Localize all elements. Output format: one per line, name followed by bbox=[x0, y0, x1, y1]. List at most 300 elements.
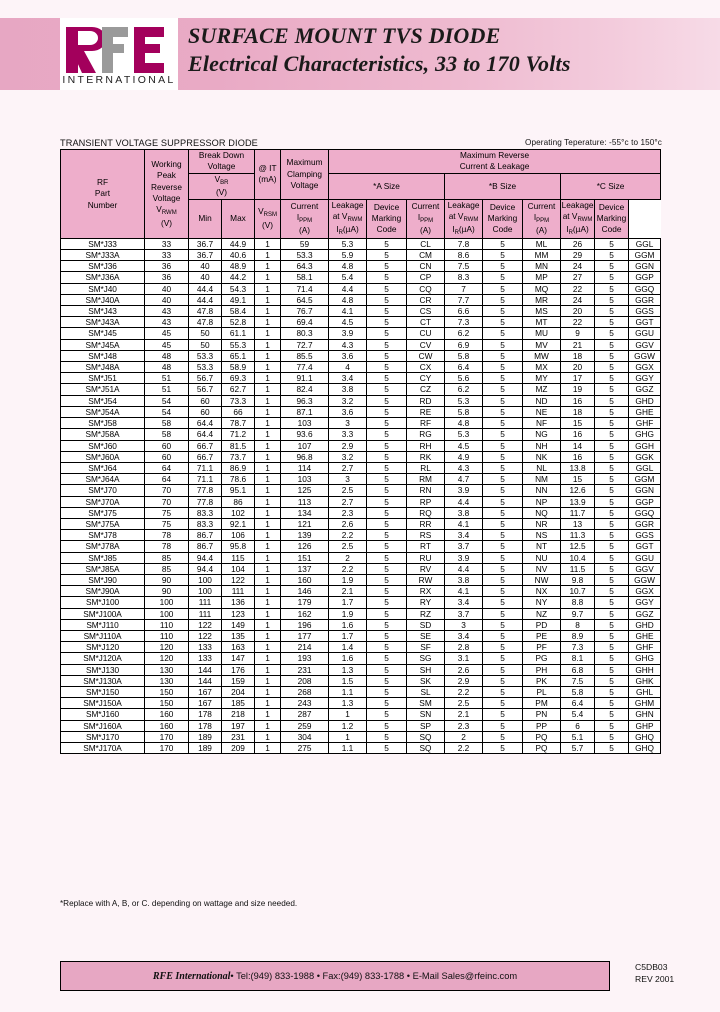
cell-clamping-voltage: 177 bbox=[281, 630, 329, 641]
cell-b-leakage: 5 bbox=[483, 373, 523, 384]
cell-part-number: SM*J90 bbox=[61, 574, 145, 585]
cell-c-current: 17 bbox=[561, 373, 595, 384]
cell-breakdown-min: 122 bbox=[189, 619, 222, 630]
cell-c-marking-code: GHN bbox=[629, 709, 661, 720]
cell-a-marking-code: SH bbox=[407, 664, 445, 675]
cell-clamping-voltage: 64.5 bbox=[281, 294, 329, 305]
cell-working-peak-voltage: 78 bbox=[145, 541, 189, 552]
cell-c-marking-code: GGM bbox=[629, 474, 661, 485]
cell-a-marking-code: SM bbox=[407, 698, 445, 709]
cell-b-marking-code: PF bbox=[523, 642, 561, 653]
cell-a-current: 1.5 bbox=[329, 675, 367, 686]
cell-working-peak-voltage: 170 bbox=[145, 731, 189, 742]
cell-a-leakage: 5 bbox=[367, 597, 407, 608]
cell-b-leakage: 5 bbox=[483, 720, 523, 731]
cell-clamping-voltage: 160 bbox=[281, 574, 329, 585]
cell-clamping-voltage: 231 bbox=[281, 664, 329, 675]
cell-c-leakage: 5 bbox=[595, 283, 629, 294]
cell-a-marking-code: CX bbox=[407, 362, 445, 373]
cell-c-leakage: 5 bbox=[595, 339, 629, 350]
cell-b-leakage: 5 bbox=[483, 350, 523, 361]
cell-clamping-voltage: 96.8 bbox=[281, 451, 329, 462]
cell-b-leakage: 5 bbox=[483, 474, 523, 485]
cell-a-current: 2.1 bbox=[329, 586, 367, 597]
cell-c-current: 12.5 bbox=[561, 541, 595, 552]
cell-c-leakage: 5 bbox=[595, 395, 629, 406]
cell-c-leakage: 5 bbox=[595, 362, 629, 373]
cell-a-current: 4 bbox=[329, 362, 367, 373]
cell-breakdown-min: 144 bbox=[189, 675, 222, 686]
cell-breakdown-min: 167 bbox=[189, 686, 222, 697]
table-row bbox=[61, 507, 661, 518]
cell-a-current: 2.9 bbox=[329, 440, 367, 451]
table-row bbox=[61, 552, 661, 563]
cell-c-marking-code: GHD bbox=[629, 395, 661, 406]
cell-breakdown-min: 44.4 bbox=[189, 294, 222, 305]
cell-part-number: SM*J51A bbox=[61, 384, 145, 395]
cell-a-marking-code: SN bbox=[407, 709, 445, 720]
cell-a-current: 2.5 bbox=[329, 541, 367, 552]
cell-b-leakage: 5 bbox=[483, 642, 523, 653]
cell-b-current: 5.8 bbox=[445, 350, 483, 361]
cell-b-marking-code: PD bbox=[523, 619, 561, 630]
cell-clamping-voltage: 208 bbox=[281, 675, 329, 686]
table-row bbox=[61, 619, 661, 630]
header-title bbox=[188, 22, 708, 78]
cell-c-leakage: 5 bbox=[595, 406, 629, 417]
cell-a-leakage: 5 bbox=[367, 395, 407, 406]
cell-breakdown-min: 133 bbox=[189, 653, 222, 664]
cell-a-leakage: 5 bbox=[367, 530, 407, 541]
cell-breakdown-max: 54.3 bbox=[222, 283, 255, 294]
cell-b-marking-code: PE bbox=[523, 630, 561, 641]
cell-part-number: SM*J48 bbox=[61, 350, 145, 361]
cell-c-marking-code: GGQ bbox=[629, 507, 661, 518]
cell-c-current: 8.1 bbox=[561, 653, 595, 664]
cell-test-current: 1 bbox=[255, 664, 281, 675]
cell-breakdown-max: 81.5 bbox=[222, 440, 255, 451]
cell-b-current: 2.9 bbox=[445, 675, 483, 686]
cell-working-peak-voltage: 48 bbox=[145, 350, 189, 361]
cell-clamping-voltage: 69.4 bbox=[281, 317, 329, 328]
cell-b-marking-code: NS bbox=[523, 530, 561, 541]
cell-b-current: 2 bbox=[445, 731, 483, 742]
cell-a-leakage: 5 bbox=[367, 686, 407, 697]
cell-part-number: SM*J60 bbox=[61, 440, 145, 451]
cell-a-marking-code: RP bbox=[407, 496, 445, 507]
cell-c-marking-code: GHE bbox=[629, 630, 661, 641]
cell-b-leakage: 5 bbox=[483, 328, 523, 339]
cell-breakdown-min: 53.3 bbox=[189, 350, 222, 361]
cell-c-marking-code: GGU bbox=[629, 552, 661, 563]
cell-test-current: 1 bbox=[255, 642, 281, 653]
cell-breakdown-max: 62.7 bbox=[222, 384, 255, 395]
cell-working-peak-voltage: 48 bbox=[145, 362, 189, 373]
cell-breakdown-max: 136 bbox=[222, 597, 255, 608]
cell-working-peak-voltage: 78 bbox=[145, 530, 189, 541]
cell-a-current: 1.4 bbox=[329, 642, 367, 653]
cell-part-number: SM*J130A bbox=[61, 675, 145, 686]
cell-breakdown-max: 149 bbox=[222, 619, 255, 630]
cell-test-current: 1 bbox=[255, 686, 281, 697]
cell-test-current: 1 bbox=[255, 742, 281, 753]
cell-clamping-voltage: 268 bbox=[281, 686, 329, 697]
cell-b-leakage: 5 bbox=[483, 664, 523, 675]
cell-c-current: 20 bbox=[561, 362, 595, 373]
cell-a-current: 2.7 bbox=[329, 496, 367, 507]
cell-a-marking-code: CL bbox=[407, 238, 445, 249]
cell-c-marking-code: GGS bbox=[629, 530, 661, 541]
cell-b-marking-code: PQ bbox=[523, 742, 561, 753]
cell-c-marking-code: GGP bbox=[629, 496, 661, 507]
cell-a-marking-code: SE bbox=[407, 630, 445, 641]
cell-a-leakage: 5 bbox=[367, 619, 407, 630]
cell-c-leakage: 5 bbox=[595, 418, 629, 429]
cell-working-peak-voltage: 64 bbox=[145, 462, 189, 473]
cell-a-current: 4.1 bbox=[329, 306, 367, 317]
cell-c-marking-code: GGR bbox=[629, 294, 661, 305]
table-row bbox=[61, 362, 661, 373]
cell-b-marking-code: NG bbox=[523, 429, 561, 440]
cell-part-number: SM*J75 bbox=[61, 507, 145, 518]
cell-c-marking-code: GGZ bbox=[629, 384, 661, 395]
cell-test-current: 1 bbox=[255, 731, 281, 742]
cell-c-current: 5.4 bbox=[561, 709, 595, 720]
cell-breakdown-max: 66 bbox=[222, 406, 255, 417]
cell-breakdown-max: 61.1 bbox=[222, 328, 255, 339]
cell-test-current: 1 bbox=[255, 261, 281, 272]
cell-c-current: 7.3 bbox=[561, 642, 595, 653]
cell-working-peak-voltage: 110 bbox=[145, 619, 189, 630]
cell-a-leakage: 5 bbox=[367, 675, 407, 686]
cell-c-marking-code: GHF bbox=[629, 418, 661, 429]
cell-a-leakage: 5 bbox=[367, 630, 407, 641]
cell-b-current: 4.7 bbox=[445, 474, 483, 485]
cell-clamping-voltage: 103 bbox=[281, 474, 329, 485]
cell-c-current: 18 bbox=[561, 406, 595, 417]
cell-b-leakage: 5 bbox=[483, 339, 523, 350]
cell-b-leakage: 5 bbox=[483, 530, 523, 541]
cell-b-marking-code: ND bbox=[523, 395, 561, 406]
cell-test-current: 1 bbox=[255, 518, 281, 529]
cell-test-current: 1 bbox=[255, 339, 281, 350]
cell-test-current: 1 bbox=[255, 328, 281, 339]
cell-part-number: SM*J110 bbox=[61, 619, 145, 630]
cell-b-current: 7 bbox=[445, 283, 483, 294]
cell-a-current: 3.2 bbox=[329, 395, 367, 406]
cell-part-number: SM*J45A bbox=[61, 339, 145, 350]
cell-b-marking-code: NQ bbox=[523, 507, 561, 518]
rfe-logo bbox=[60, 18, 178, 90]
cell-part-number: SM*J40A bbox=[61, 294, 145, 305]
cell-b-leakage: 5 bbox=[483, 418, 523, 429]
cell-working-peak-voltage: 45 bbox=[145, 328, 189, 339]
cell-c-leakage: 5 bbox=[595, 272, 629, 283]
cell-breakdown-min: 56.7 bbox=[189, 373, 222, 384]
cell-b-marking-code: NM bbox=[523, 474, 561, 485]
cell-breakdown-max: 78.6 bbox=[222, 474, 255, 485]
cell-breakdown-max: 71.2 bbox=[222, 429, 255, 440]
cell-breakdown-max: 111 bbox=[222, 586, 255, 597]
cell-c-leakage: 5 bbox=[595, 574, 629, 585]
cell-breakdown-max: 48.9 bbox=[222, 261, 255, 272]
cell-breakdown-max: 40.6 bbox=[222, 250, 255, 261]
cell-c-leakage: 5 bbox=[595, 250, 629, 261]
cell-b-marking-code: MR bbox=[523, 294, 561, 305]
cell-test-current: 1 bbox=[255, 653, 281, 664]
cell-c-current: 6.8 bbox=[561, 664, 595, 675]
cell-b-leakage: 5 bbox=[483, 429, 523, 440]
cell-breakdown-min: 56.7 bbox=[189, 384, 222, 395]
header-breakdown-min: Min bbox=[189, 199, 222, 238]
cell-b-current: 8.6 bbox=[445, 250, 483, 261]
cell-breakdown-max: 95.1 bbox=[222, 485, 255, 496]
cell-working-peak-voltage: 100 bbox=[145, 608, 189, 619]
cell-b-current: 4.4 bbox=[445, 496, 483, 507]
cell-b-marking-code: ML bbox=[523, 238, 561, 249]
cell-a-leakage: 5 bbox=[367, 261, 407, 272]
cell-b-marking-code: NT bbox=[523, 541, 561, 552]
cell-a-leakage: 5 bbox=[367, 238, 407, 249]
cell-b-leakage: 5 bbox=[483, 406, 523, 417]
cell-b-current: 4.1 bbox=[445, 518, 483, 529]
cell-working-peak-voltage: 150 bbox=[145, 698, 189, 709]
cell-c-current: 22 bbox=[561, 317, 595, 328]
cell-b-leakage: 5 bbox=[483, 306, 523, 317]
cell-part-number: SM*J64 bbox=[61, 462, 145, 473]
cell-a-leakage: 5 bbox=[367, 429, 407, 440]
cell-c-current: 8.8 bbox=[561, 597, 595, 608]
cell-c-current: 27 bbox=[561, 272, 595, 283]
cell-test-current: 1 bbox=[255, 698, 281, 709]
cell-clamping-voltage: 114 bbox=[281, 462, 329, 473]
cell-a-current: 3.6 bbox=[329, 350, 367, 361]
cell-a-leakage: 5 bbox=[367, 485, 407, 496]
cell-working-peak-voltage: 130 bbox=[145, 664, 189, 675]
cell-clamping-voltage: 137 bbox=[281, 563, 329, 574]
cell-a-leakage: 5 bbox=[367, 306, 407, 317]
cell-a-marking-code: CS bbox=[407, 306, 445, 317]
cell-a-current: 2.3 bbox=[329, 507, 367, 518]
cell-test-current: 1 bbox=[255, 485, 281, 496]
table-row bbox=[61, 597, 661, 608]
cell-part-number: SM*J70 bbox=[61, 485, 145, 496]
cell-b-current: 3.1 bbox=[445, 653, 483, 664]
cell-test-current: 1 bbox=[255, 362, 281, 373]
cell-working-peak-voltage: 90 bbox=[145, 574, 189, 585]
cell-breakdown-max: 123 bbox=[222, 608, 255, 619]
cell-test-current: 1 bbox=[255, 238, 281, 249]
cell-breakdown-max: 55.3 bbox=[222, 339, 255, 350]
cell-b-leakage: 5 bbox=[483, 541, 523, 552]
cell-c-leakage: 5 bbox=[595, 698, 629, 709]
cell-c-current: 24 bbox=[561, 261, 595, 272]
cell-c-marking-code: GHM bbox=[629, 698, 661, 709]
cell-part-number: SM*J40 bbox=[61, 283, 145, 294]
cell-breakdown-max: 176 bbox=[222, 664, 255, 675]
header-breakdown-symbol: $V_{BR}$ (V) bbox=[189, 173, 255, 199]
cell-b-leakage: 5 bbox=[483, 619, 523, 630]
cell-a-marking-code: RN bbox=[407, 485, 445, 496]
cell-breakdown-min: 77.8 bbox=[189, 485, 222, 496]
cell-c-current: 15 bbox=[561, 474, 595, 485]
cell-clamping-voltage: 134 bbox=[281, 507, 329, 518]
table-row bbox=[61, 294, 661, 305]
cell-a-leakage: 5 bbox=[367, 563, 407, 574]
cell-breakdown-min: 36.7 bbox=[189, 238, 222, 249]
cell-c-leakage: 5 bbox=[595, 518, 629, 529]
cell-c-current: 8.9 bbox=[561, 630, 595, 641]
cell-a-marking-code: CM bbox=[407, 250, 445, 261]
cell-working-peak-voltage: 75 bbox=[145, 518, 189, 529]
cell-a-marking-code: RF bbox=[407, 418, 445, 429]
cell-b-marking-code: NU bbox=[523, 552, 561, 563]
cell-breakdown-min: 66.7 bbox=[189, 440, 222, 451]
cell-a-marking-code: RQ bbox=[407, 507, 445, 518]
cell-test-current: 1 bbox=[255, 574, 281, 585]
cell-test-current: 1 bbox=[255, 283, 281, 294]
cell-b-leakage: 5 bbox=[483, 518, 523, 529]
cell-b-leakage: 5 bbox=[483, 574, 523, 585]
cell-working-peak-voltage: 43 bbox=[145, 317, 189, 328]
cell-breakdown-max: 163 bbox=[222, 642, 255, 653]
table-body bbox=[61, 238, 661, 753]
cell-a-current: 3.3 bbox=[329, 429, 367, 440]
cell-test-current: 1 bbox=[255, 597, 281, 608]
cell-b-current: 7.5 bbox=[445, 261, 483, 272]
cell-part-number: SM*J170A bbox=[61, 742, 145, 753]
cell-test-current: 1 bbox=[255, 294, 281, 305]
cell-c-leakage: 5 bbox=[595, 675, 629, 686]
cell-working-peak-voltage: 160 bbox=[145, 720, 189, 731]
cell-b-current: 3.8 bbox=[445, 507, 483, 518]
cell-test-current: 1 bbox=[255, 586, 281, 597]
cell-b-current: 4.3 bbox=[445, 462, 483, 473]
cell-part-number: SM*J160 bbox=[61, 709, 145, 720]
cell-b-marking-code: NR bbox=[523, 518, 561, 529]
cell-c-current: 5.8 bbox=[561, 686, 595, 697]
cell-b-marking-code: PN bbox=[523, 709, 561, 720]
cell-c-current: 6 bbox=[561, 720, 595, 731]
cell-c-marking-code: GGL bbox=[629, 462, 661, 473]
cell-c-leakage: 5 bbox=[595, 541, 629, 552]
cell-a-leakage: 5 bbox=[367, 496, 407, 507]
table-footnote: *Replace with A, B, or C. depending on wattage and size needed. bbox=[60, 899, 298, 908]
cell-c-leakage: 5 bbox=[595, 642, 629, 653]
cell-clamping-voltage: 103 bbox=[281, 418, 329, 429]
cell-b-current: 6.4 bbox=[445, 362, 483, 373]
cell-c-leakage: 5 bbox=[595, 440, 629, 451]
cell-working-peak-voltage: 130 bbox=[145, 675, 189, 686]
cell-clamping-voltage: 72.7 bbox=[281, 339, 329, 350]
cell-a-current: 1 bbox=[329, 709, 367, 720]
cell-c-leakage: 5 bbox=[595, 630, 629, 641]
cell-working-peak-voltage: 75 bbox=[145, 507, 189, 518]
cell-a-leakage: 5 bbox=[367, 373, 407, 384]
rfe-letters-icon bbox=[62, 25, 176, 75]
cell-b-leakage: 5 bbox=[483, 261, 523, 272]
cell-b-current: 7.7 bbox=[445, 294, 483, 305]
cell-working-peak-voltage: 51 bbox=[145, 373, 189, 384]
cell-c-leakage: 5 bbox=[595, 261, 629, 272]
cell-a-current: 4.8 bbox=[329, 294, 367, 305]
cell-a-leakage: 5 bbox=[367, 406, 407, 417]
cell-breakdown-min: 53.3 bbox=[189, 362, 222, 373]
cell-working-peak-voltage: 40 bbox=[145, 294, 189, 305]
title-line-2: Electrical Characteristics, 33 to 170 Volts bbox=[188, 51, 571, 76]
table-row bbox=[61, 608, 661, 619]
cell-clamping-voltage: 77.4 bbox=[281, 362, 329, 373]
cell-b-current: 5.6 bbox=[445, 373, 483, 384]
cell-c-marking-code: GGT bbox=[629, 541, 661, 552]
cell-breakdown-min: 189 bbox=[189, 731, 222, 742]
cell-b-leakage: 5 bbox=[483, 496, 523, 507]
cell-breakdown-max: 147 bbox=[222, 653, 255, 664]
cell-b-current: 5.3 bbox=[445, 395, 483, 406]
cell-test-current: 1 bbox=[255, 250, 281, 261]
cell-a-leakage: 5 bbox=[367, 709, 407, 720]
cell-clamping-voltage: 82.4 bbox=[281, 384, 329, 395]
cell-c-current: 10.7 bbox=[561, 586, 595, 597]
cell-test-current: 1 bbox=[255, 630, 281, 641]
cell-c-leakage: 5 bbox=[595, 238, 629, 249]
cell-c-marking-code: GGW bbox=[629, 574, 661, 585]
cell-breakdown-max: 86.9 bbox=[222, 462, 255, 473]
cell-c-marking-code: GHD bbox=[629, 619, 661, 630]
cell-c-leakage: 5 bbox=[595, 686, 629, 697]
cell-b-marking-code: NV bbox=[523, 563, 561, 574]
footer-contact: • Tel:(949) 833-1988 • Fax:(949) 833-1788 • E-Mail Sales@rfeinc.com bbox=[230, 971, 518, 981]
cell-clamping-voltage: 76.7 bbox=[281, 306, 329, 317]
cell-part-number: SM*J120 bbox=[61, 642, 145, 653]
cell-breakdown-min: 77.8 bbox=[189, 496, 222, 507]
cell-c-leakage: 5 bbox=[595, 384, 629, 395]
cell-part-number: SM*J43A bbox=[61, 317, 145, 328]
cell-clamping-voltage: 193 bbox=[281, 653, 329, 664]
header-breakdown-max: Max bbox=[222, 199, 255, 238]
cell-breakdown-min: 133 bbox=[189, 642, 222, 653]
cell-part-number: SM*J90A bbox=[61, 586, 145, 597]
cell-b-marking-code: NY bbox=[523, 597, 561, 608]
cell-c-marking-code: GGX bbox=[629, 362, 661, 373]
cell-a-current: 1.2 bbox=[329, 720, 367, 731]
cell-part-number: SM*J33A bbox=[61, 250, 145, 261]
cell-b-marking-code: PQ bbox=[523, 731, 561, 742]
cell-breakdown-min: 50 bbox=[189, 328, 222, 339]
table-row bbox=[61, 373, 661, 384]
cell-breakdown-max: 135 bbox=[222, 630, 255, 641]
cell-c-marking-code: GGN bbox=[629, 485, 661, 496]
table-row bbox=[61, 574, 661, 585]
cell-b-current: 2.2 bbox=[445, 742, 483, 753]
cell-clamping-voltage: 53.3 bbox=[281, 250, 329, 261]
cell-part-number: SM*J45 bbox=[61, 328, 145, 339]
cell-a-current: 5.3 bbox=[329, 238, 367, 249]
cell-clamping-voltage: 304 bbox=[281, 731, 329, 742]
cell-test-current: 1 bbox=[255, 552, 281, 563]
header-a-leakage: Leakage at $V_{RWM}$ $I_R(\mu A)$ bbox=[329, 199, 367, 238]
cell-test-current: 1 bbox=[255, 406, 281, 417]
cell-a-marking-code: SP bbox=[407, 720, 445, 731]
cell-c-marking-code: GHL bbox=[629, 686, 661, 697]
cell-a-leakage: 5 bbox=[367, 272, 407, 283]
cell-c-marking-code: GGL bbox=[629, 238, 661, 249]
cell-working-peak-voltage: 120 bbox=[145, 642, 189, 653]
cell-part-number: SM*J150 bbox=[61, 686, 145, 697]
cell-working-peak-voltage: 120 bbox=[145, 653, 189, 664]
cell-b-marking-code: NN bbox=[523, 485, 561, 496]
cell-b-current: 4.4 bbox=[445, 563, 483, 574]
